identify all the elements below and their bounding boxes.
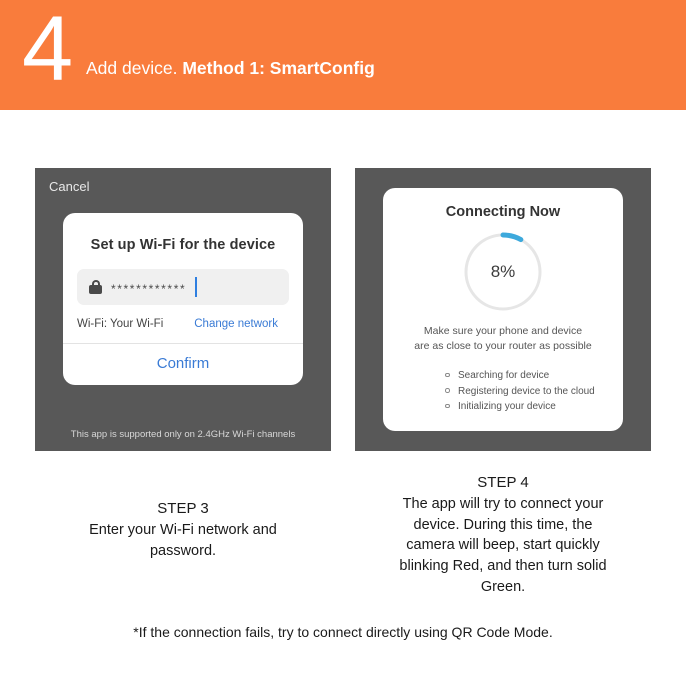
screenshot-panel-left: [35, 168, 331, 451]
progress-percent: 8%: [490, 262, 516, 281]
caption-step-3-line2: password.: [149, 542, 217, 559]
status-text: Initializing your device: [458, 401, 556, 413]
wifi-network-label: Wi-Fi: Your Wi-Fi: [77, 318, 164, 330]
screenshot-panel-right: [355, 168, 651, 451]
header-banner: [0, 0, 686, 110]
connection-hint: [383, 324, 623, 354]
banner-title-bold: Method 1: SmartConfig: [182, 58, 375, 78]
banner-title: [86, 58, 375, 79]
list-item: [445, 399, 623, 415]
lock-icon: [89, 280, 102, 294]
bullet-icon: [445, 388, 450, 393]
caption-step-4-line5: Green.: [480, 578, 526, 595]
status-text: Registering device to the cloud: [458, 385, 595, 397]
list-item: [445, 368, 623, 384]
caption-step-4-line1: The app will try to connect your: [402, 496, 604, 513]
text-caret: [195, 277, 197, 297]
bullet-icon: [445, 404, 450, 409]
supported-note: This app is supported only on 2.4GHz Wi-Fi channels: [70, 429, 296, 440]
caption-step-4: [355, 472, 651, 597]
cancel-button[interactable]: Cancel: [49, 179, 90, 194]
connection-hint-line1: Make sure your phone and device: [423, 325, 583, 337]
caption-step-4-line2: device. During this time, the: [413, 516, 593, 533]
connecting-card: [383, 188, 623, 431]
card-title: Set up Wi-Fi for the device: [90, 237, 276, 253]
caption-step-4-heading: STEP 4: [477, 474, 529, 491]
password-value: ************: [111, 281, 187, 296]
confirm-button[interactable]: Confirm: [156, 355, 210, 372]
wifi-row: [77, 318, 289, 343]
list-item: [445, 384, 623, 400]
connection-hint-line2: are as close to your router as possible: [414, 340, 592, 353]
caption-step-3: [35, 498, 331, 561]
bullet-icon: [445, 373, 450, 378]
banner-title-lead: Add device.: [86, 58, 183, 78]
change-network-link[interactable]: Change network: [194, 318, 278, 330]
caption-step-3-line1: Enter your Wi-Fi network and: [89, 522, 277, 539]
status-text: Searching for device: [458, 370, 550, 382]
status-list: [445, 368, 623, 415]
wifi-setup-card: [63, 213, 303, 385]
caption-step-4-line4: blinking Red, and then turn solid: [399, 558, 607, 575]
password-field[interactable]: [77, 269, 289, 305]
caption-step-3-heading: STEP 3: [157, 500, 209, 517]
connecting-title: Connecting Now: [445, 204, 561, 220]
step-number: 4: [22, 0, 72, 100]
caption-step-4-line3: camera will beep, start quickly: [406, 537, 600, 554]
progress-ring: [462, 231, 544, 313]
footnote: *If the connection fails, try to connect directly using QR Code Mode.: [133, 624, 553, 640]
